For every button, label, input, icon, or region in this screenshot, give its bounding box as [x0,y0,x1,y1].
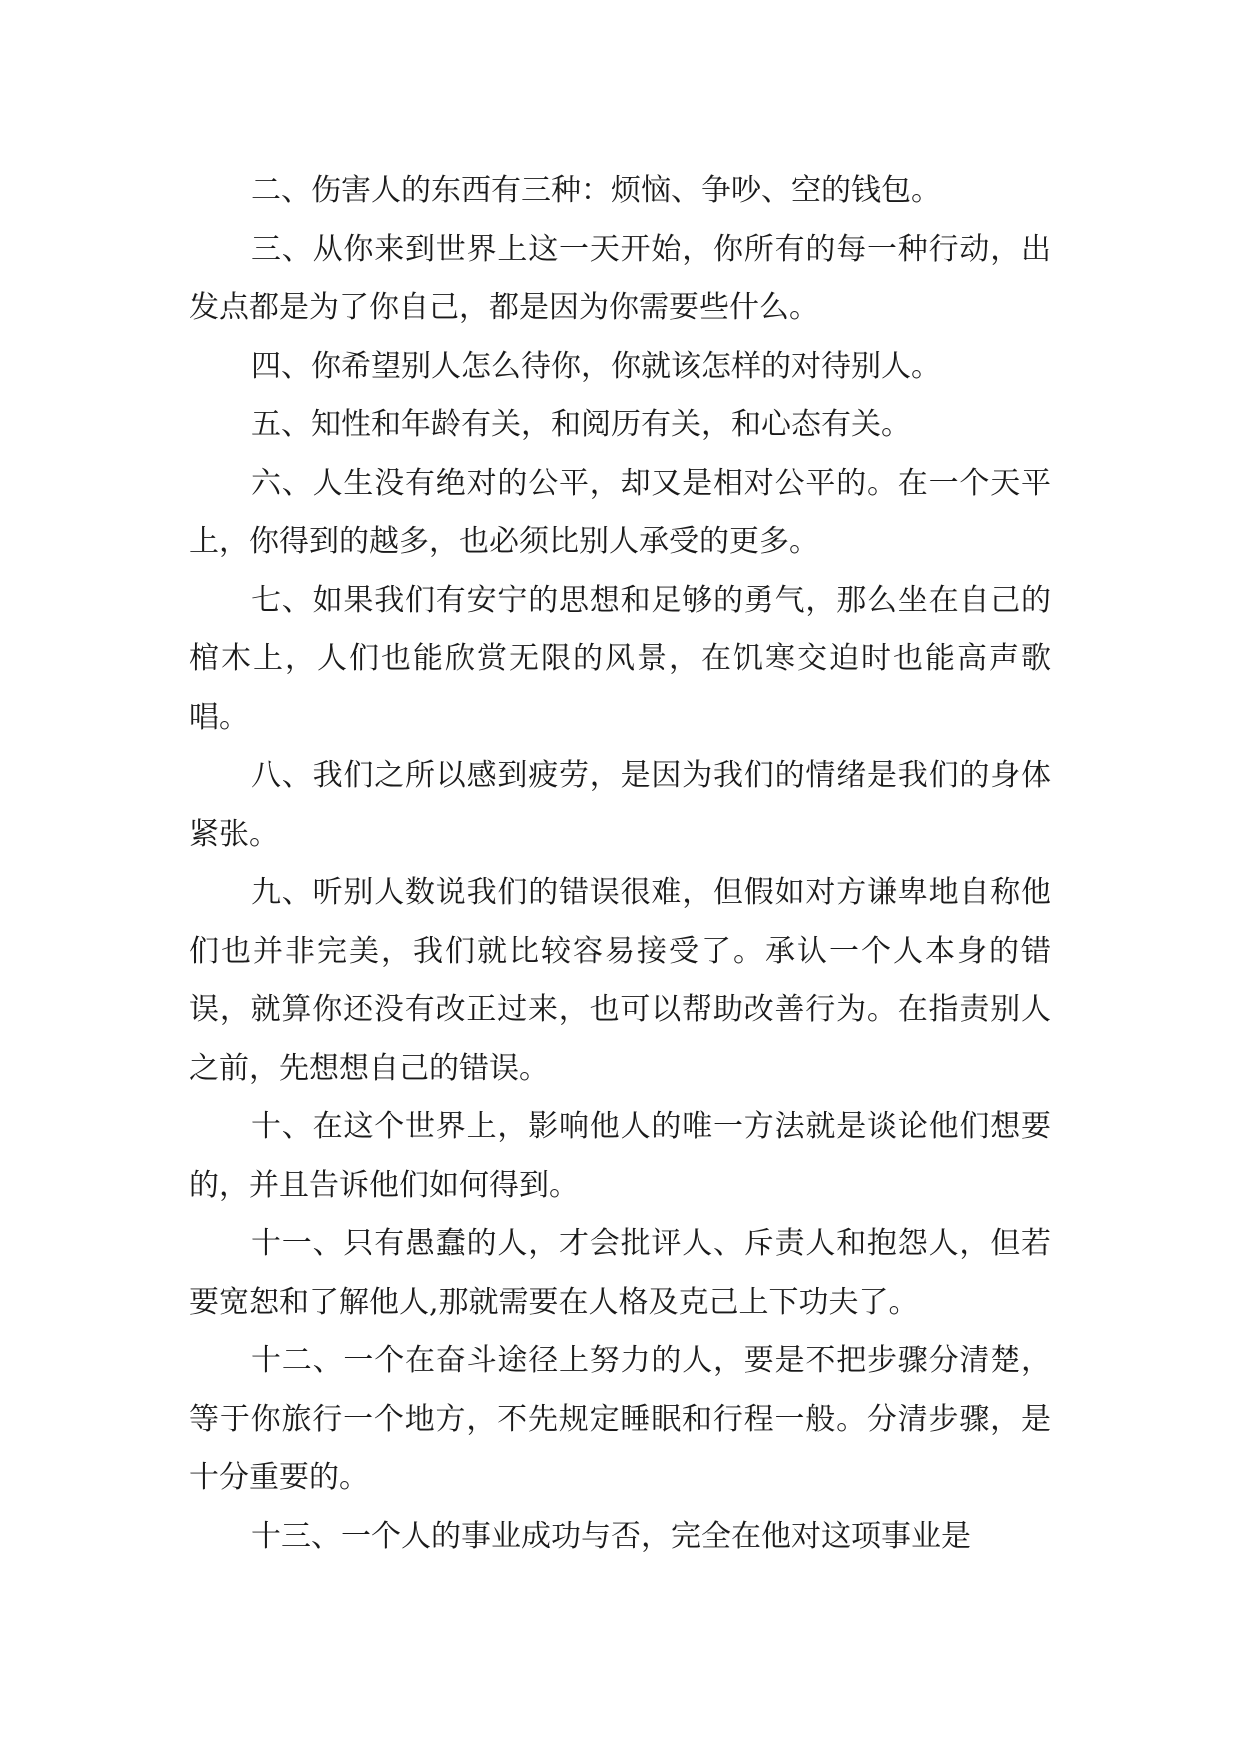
paragraph-7: 七、如果我们有安宁的思想和足够的勇气，那么坐在自己的棺木上，人们也能欣赏无限的风景，在饥寒交迫时也能高声歌唱。 [189,582,1051,735]
paragraph-6: 六、人生没有绝对的公平，却又是相对公平的。在一个天平上，你得到的越多，也必须比别人承受的更多。 [189,465,1051,559]
paragraph-8: 八、我们之所以感到疲劳，是因为我们的情绪是我们的身体紧张。 [189,758,1051,852]
paragraph-3: 三、从你来到世界上这一天开始，你所有的每一种行动，出发点都是为了你自己，都是因为你需要些什么。 [189,231,1051,325]
paragraph-9: 九、听别人数说我们的错误很难，但假如对方谦卑地自称他们也并非完美，我们就比较容易接受了。承认一个人本身的错误，就算你还没有改正过来，也可以帮助改善行为。在指责别人之前，先想想自己的错误。 [189,875,1051,1086]
paragraph-11: 十一、只有愚蠢的人，才会批评人、斥责人和抱怨人，但若要宽恕和了解他人,那就需要在人格及克己上下功夫了。 [189,1226,1051,1320]
paragraph-5: 五、知性和年龄有关，和阅历有关，和心态有关。 [251,407,911,442]
paragraph-13: 十三、一个人的事业成功与否，完全在他对这项事业是 [251,1518,971,1554]
paragraph-4: 四、你希望别人怎么待你，你就该怎样的对待别人。 [251,348,941,384]
document-body [189,162,1051,1566]
paragraph-10: 十、在这个世界上，影响他人的唯一方法就是谈论他们想要的，并且告诉他们如何得到。 [189,1109,1051,1203]
paragraph-2: 二、伤害人的东西有三种：烦恼、争吵、空的钱包。 [251,173,941,208]
paragraph-12: 十二、一个在奋斗途径上努力的人，要是不把步骤分清楚，等于你旅行一个地方，不先规定睡眠和行程一般。分清步骤，是十分重要的。 [189,1343,1051,1495]
